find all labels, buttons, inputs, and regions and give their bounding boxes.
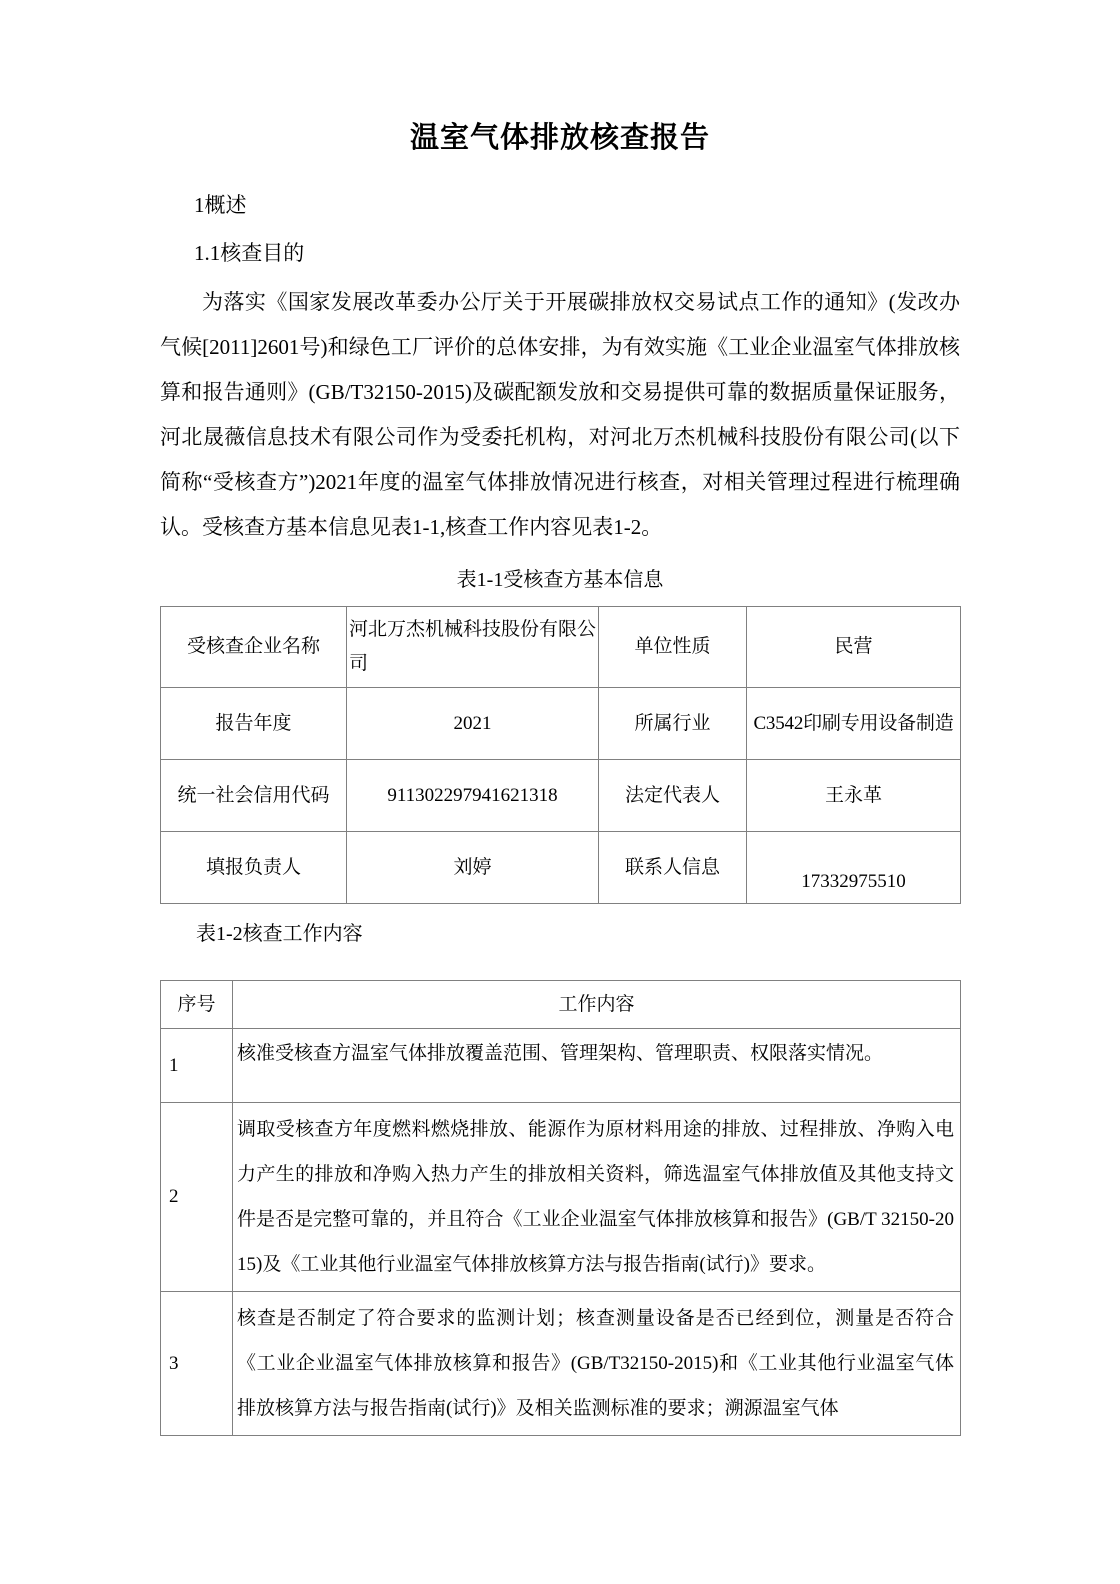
cell-label-contact: 联系人信息 (599, 832, 747, 904)
intro-paragraph: 为落实《国家发展改革委办公厅关于开展碳排放权交易试点工作的通知》(发改办气候[2011]2601号)和绿色工厂评价的总体安排，为有效实施《工业企业温室气体排放核算和报告通则》(GB/T32150-2015)及碳配额发放和交易提供可靠的数据质量保证服务，河北晟薇信息技术有限公司作为受委托机构，对河北万杰机械科技股份有限公司(以下简称“受核查方”)2021年度的温室气体排放情况进行核查，对相关管理过程进行梳理确认。受核查方基本信息见表1-1,核查工作内容见表1-2。 (160, 290, 960, 539)
cell-value-unit-type: 民营 (747, 607, 961, 688)
section-heading-1-1: 1.1核查目的 (194, 241, 305, 265)
table-1-1-caption: 表1-1受核查方基本信息 (456, 569, 664, 591)
table-row (161, 607, 961, 688)
table-row (161, 1029, 961, 1103)
document-content (160, 118, 960, 1436)
cell-label-credit-code: 统一社会信用代码 (161, 760, 347, 832)
table-work-content (160, 980, 961, 1436)
cell-label-unit-type: 单位性质 (599, 607, 747, 688)
page-title: 温室气体排放核查报告 (409, 122, 710, 154)
column-header-no: 序号 (161, 981, 233, 1029)
cell-label-reporter: 填报负责人 (161, 832, 347, 904)
cell-label-legal-rep: 法定代表人 (599, 760, 747, 832)
cell-value-company-name: 河北万杰机械科技股份有限公司 (347, 607, 599, 688)
cell-value-industry: C3542印刷专用设备制造 (747, 688, 961, 760)
table-header-row (161, 981, 961, 1029)
cell-label-industry: 所属行业 (599, 688, 747, 760)
cell-work-content: 核查是否制定了符合要求的监测计划；核查测量设备是否已经到位，测量是否符合《工业企业温室气体排放核算和报告》(GB/T32150-2015)和《工业其他行业温室气体排放核算方法与报告指南(试行)》及相关监测标准的要求；溯源温室气体 (233, 1292, 961, 1436)
cell-work-content: 调取受核查方年度燃料燃烧排放、能源作为原材料用途的排放、过程排放、净购入电力产生的排放和净购入热力产生的排放相关资料，筛选温室气体排放值及其他支持文件是否是完整可靠的，并且符合《工业企业温室气体排放核算和报告》(GB/T 32150-2015)及《工业其他行业温室气体排放核算方法与报告指南(试行)》要求。 (233, 1103, 961, 1292)
cell-work-content: 核准受核查方温室气体排放覆盖范围、管理架构、管理职责、权限落实情况。 (233, 1029, 961, 1103)
cell-value-credit-code: 911302297941621318 (347, 760, 599, 832)
cell-value-contact: 17332975510 (747, 832, 961, 904)
cell-value-reporter: 刘婷 (347, 832, 599, 904)
cell-label-company-name: 受核查企业名称 (161, 607, 347, 688)
table-row (161, 1103, 961, 1292)
cell-value-report-year: 2021 (347, 688, 599, 760)
cell-row-number: 3 (161, 1292, 233, 1436)
table-row (161, 1292, 961, 1436)
cell-label-report-year: 报告年度 (161, 688, 347, 760)
table-basic-info (160, 606, 961, 904)
column-header-content: 工作内容 (233, 981, 961, 1029)
cell-row-number: 2 (161, 1103, 233, 1292)
table-1-2-caption: 表1-2核查工作内容 (196, 923, 363, 945)
cell-row-number: 1 (161, 1029, 233, 1103)
cell-value-legal-rep: 王永革 (747, 760, 961, 832)
section-heading-1: 1概述 (194, 193, 247, 217)
table-row (161, 760, 961, 832)
table-row (161, 688, 961, 760)
table-row (161, 832, 961, 904)
